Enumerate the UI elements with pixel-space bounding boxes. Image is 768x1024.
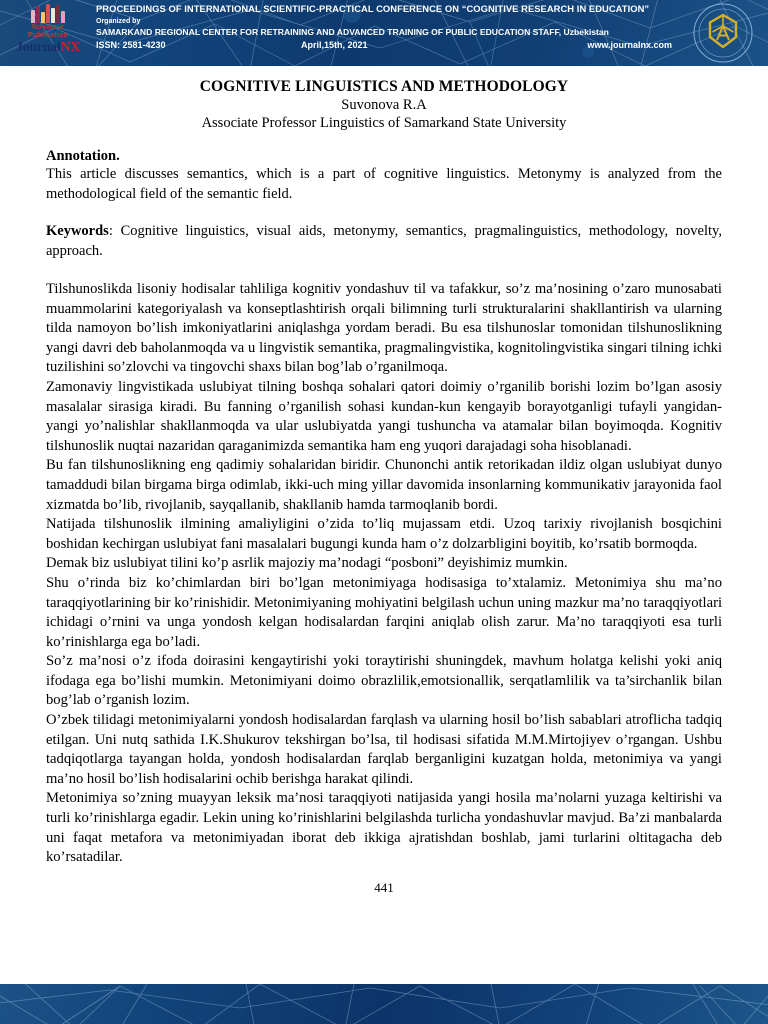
body-paragraph: O’zbek tilidagi metonimiyalarni yondosh hodisalardan farqlash va ularning hosil bo’lish sabablari atroflicha tadqiq etilgan. Uni nutq sathida I.K.Shukurov tekshirgan bo’lsa, til hodisasi sifatida M.M.Mirtojiyev o’rgangan. Ushbu tadqiqotlarga tayangan holda, yondosh hodisalardan farqlab berganligini kuzatgan holda, metonimiya va yangi ma’no hosil bo’lish hodisalarini ochib berishga harakat qilindi. (46, 712, 722, 787)
page-number: 441 (374, 879, 394, 895)
body-paragraph: So’z ma’nosi o’z ifoda doirasini kengaytirishi yoki toraytirishi shuningdek, mavhum holatga kelishi yoki aniq ifodaga ega bo’lishi mumkin. Metonimiyani doimo obrazlilik,emotsionallik, serqatlamlilik va ta’sirchanlik bilan bog’lab o’rganish lozim. (46, 653, 722, 709)
journal-wordmark-main: Journal (15, 40, 61, 55)
publisher-name-top: Novateur (32, 24, 64, 31)
page-footer-banner (0, 984, 768, 1024)
organizer-name: SAMARKAND REGIONAL CENTER FOR RETRAINING AND ADVANCED TRAINING OF PUBLIC EDUCATION STAFF, Uzbekistan (96, 27, 609, 37)
body-paragraph: Metonimiya so’zning muayyan leksik ma’nosi taraqqiyoti natijasida yangi hosila ma’nolarni yuzaga keltirishi va turli ko’rinishlarga egadir. Lekin uning ko’rinishlarini belgilashda turlicha yondashuvlar mavjud. Ba’zi manbalarda uni faqat metafora va metonimiyadan iborat deb ikkiga ajratishdan boshlab, jami turlarini oltitagacha deb ko’rsatadilar. (46, 790, 722, 866)
publisher-logo (6, 1, 90, 65)
annotation-heading: Annotation. (46, 148, 120, 164)
conference-title: PROCEEDINGS OF INTERNATIONAL SCIENTIFIC-PRACTICAL CONFERENCE ON “COGNITIVE RESEARCH IN EDUCATION” (96, 3, 650, 14)
keywords-block (46, 222, 722, 261)
journal-website-link[interactable]: www.journalnx.com (587, 40, 672, 50)
body-paragraph: Shu o’rinda biz ko’chimlardan biri bo’lgan metonimiyaga hodisasiga to’xtalamiz. Metonimiya shu ma’no taraqqiyotlarining bir ko’rinishidir. Metonimiyaning mohiyatini belgilash uchun uning mazkur ma’no taraqqiyotlari ichidagi o’rnini va unga yondosh kelgan hodisalardan farqini aniqlab olish zarur. Ma’no taraqqiyoti esa turli ko’rinishlarga ega bo’ladi. (46, 574, 722, 650)
organized-by-label: Organized by (96, 18, 141, 25)
article-body (46, 280, 722, 868)
publisher-name-bottom: Publication (28, 31, 68, 39)
header-meta-row (96, 39, 672, 52)
body-paragraph: Zamonaviy lingvistikada uslubiyat tilning boshqa sohalari qatori doimiy o’rganilib borishi lozim bo’lgan asosiy masalalar sirasiga kiradi. Bu fanning o’rganilish sohasi kundan-kun kengayib borayotganligi tufayli yangidan- yangi yo’nalishlar shakllanmoqda va ular uslubiyatda yangi tushuncha va atamalar bilan boyimoqda. Kognitiv tilshunoslik nuqtai nazaridan qaraganimizda semantika ham eng yuqori darajadagi soha hisoblanadi. (46, 378, 722, 454)
conference-header-banner (0, 0, 768, 66)
conference-date: April,15th, 2021 (301, 40, 368, 50)
keywords-value: Cognitive linguistics, visual aids, metonymy, semantics, pragmalinguistics, methodology, novelty, approach. (46, 223, 722, 259)
body-paragraph: Demak biz uslubiyat tilini ko’p asrlik majoziy ma’nodagi “posboni” deyishimiz mumkin. (46, 555, 568, 572)
journal-wordmark (16, 40, 80, 55)
books-icon (31, 3, 65, 23)
header-text-block (96, 2, 672, 52)
footer-polygon-pattern-icon (0, 984, 768, 1024)
body-paragraph: Bu fan tilshunoslikning eng qadimiy sohalaridan biridir. Chunonchi antik retorikadan ildiz olgan uslubiyat dunyo tamaddudi bilan birgama birga odimlab, ikki-uch ming yillar davomida insonlarning kommunikativ jarayonida faol xizmatda bo’lib, rivojlanib, sayqallanib, shakllanib hamda tarmoqlanib bordi. (46, 457, 722, 513)
annotation-body: This article discusses semantics, which is a part of cognitive linguistics. Metonymy is analyzed from the methodological field of the semantic field. (46, 166, 722, 202)
document-page (0, 78, 768, 896)
author-affiliation: Associate Professor Linguistics of Samarkand State University (201, 115, 567, 131)
page-title: COGNITIVE LINGUISTICS AND METHODOLOGY (199, 78, 569, 95)
body-paragraph: Natijada tilshunoslik ilmining amaliyligini o’zida to’liq mujassam etdi. Uzoq tarixiy rivojlanish bosqichini boshidan kechirgan uslubiyat fani masalalari bugungi kunda ham o’z dolzarbligini boyitib, ko’rsatib bormoqda. (46, 516, 722, 552)
university-seal-emblem-icon (692, 2, 754, 64)
publisher-name (28, 24, 68, 39)
journal-wordmark-suffix: NX (60, 40, 81, 55)
issn-text: ISSN: 2581-4230 (96, 40, 166, 50)
keywords-label: Keywords (46, 223, 109, 239)
author-name: Suvonova R.A (341, 97, 427, 113)
keywords-separator: : (108, 223, 121, 239)
body-paragraph: Tilshunoslikda lisoniy hodisalar tahliliga kognitiv yondashuv til va tafakkur, so’z ma’nosining o’zaro munosabati muammolarini kategoriyalash va konseptlashtirish orqali bilimning turli strukturalarini shakllantirish va ularning tilda namoyon bo’lish imkoniyatlarini aniqlashga yordam beradi. Bu esa tilshunoslar tomonidan tilshunoslikning yangi davri deb baholanmoqda va u lingvistik semantika, pragmalingvistika, kognitolingvistika singari tilning ichki tuzilishini so’zlovchi va tingovchi shaxs bilan bog’lab o’rganilmoqa. (46, 281, 722, 376)
